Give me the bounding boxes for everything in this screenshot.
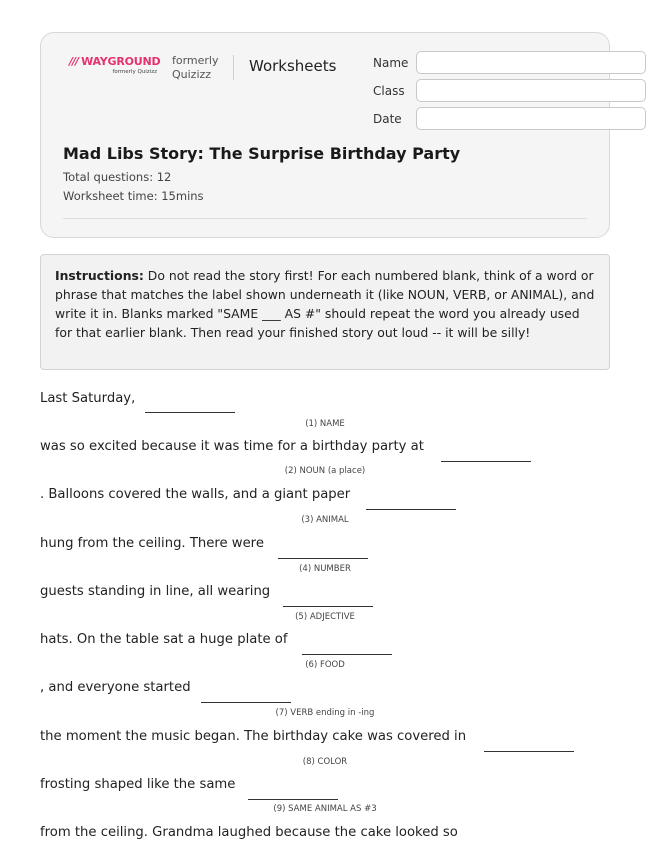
story-line: Last Saturday,	[40, 391, 136, 406]
blank-3[interactable]	[366, 509, 456, 510]
blank-4[interactable]	[278, 558, 368, 559]
instructions-text: Do not read the story first! For each numbered blank, think of a word or phrase that matches the label shown underneath it (like NOUN, VERB, or ANIMAL), and write it in. Blanks marked "SAME ___ AS #" should repeat the word you already used for that earlier blank. Then read your finished story out loud -- it will be silly!	[55, 268, 595, 340]
name-label: Name	[373, 56, 409, 70]
logo-subtext: formerly Quizizz	[112, 69, 157, 75]
worksheet-title: Mad Libs Story: The Surprise Birthday Party	[63, 144, 461, 163]
blank-label: (6) FOOD	[305, 660, 345, 670]
blank-label: (7) VERB ending in -ing	[275, 708, 375, 718]
blank-label: (9) SAME ANIMAL AS #3	[273, 804, 377, 814]
worksheet-header	[40, 32, 610, 238]
wayground-mark-icon: ///	[69, 55, 79, 68]
story-line: frosting shaped like the same	[40, 777, 236, 792]
blank-2[interactable]	[441, 461, 531, 462]
header-divider	[233, 55, 234, 80]
blank-label: (8) COLOR	[302, 757, 348, 767]
blank-5[interactable]	[283, 606, 373, 607]
name-field[interactable]	[416, 51, 646, 74]
story-line: guests standing in line, all wearing	[40, 584, 271, 599]
blank-1[interactable]	[145, 412, 235, 413]
story-line: from the ceiling. Grandma laughed because the cake looked so	[40, 825, 458, 840]
blank-label: (4) NUMBER	[299, 564, 351, 574]
header-rule	[63, 218, 587, 219]
logo-text: WAYGROUND	[81, 55, 161, 68]
blank-6[interactable]	[302, 654, 392, 655]
story-line: . Balloons covered the walls, and a giant paper	[40, 487, 351, 502]
story-line: , and everyone started	[40, 680, 191, 695]
instructions-lead: Instructions:	[55, 268, 144, 283]
story-line: hats. On the table sat a huge plate of	[40, 632, 288, 647]
section-title: Worksheets	[249, 57, 337, 75]
date-label: Date	[373, 112, 402, 126]
date-field[interactable]	[416, 107, 646, 130]
worksheet-time: Worksheet time: 15mins	[63, 189, 204, 203]
formerly-quizizz: formerly Quizizz	[172, 54, 219, 81]
instructions-box	[40, 254, 610, 370]
blank-label: (1) NAME	[305, 419, 345, 429]
blank-label: (2) NOUN (a place)	[284, 466, 366, 476]
class-field[interactable]	[416, 79, 646, 102]
blank-9[interactable]	[248, 799, 338, 800]
total-questions: Total questions: 12	[63, 170, 172, 184]
blank-label: (5) ADJECTIVE	[295, 612, 355, 622]
class-label: Class	[373, 84, 405, 98]
wayground-logo	[69, 55, 161, 75]
blank-8[interactable]	[484, 751, 574, 752]
story-line: the moment the music began. The birthday cake was covered in	[40, 729, 467, 744]
story-line: was so excited because it was time for a birthday party at	[40, 439, 424, 454]
blank-7[interactable]	[201, 702, 291, 703]
story-line: hung from the ceiling. There were	[40, 536, 264, 551]
blank-label: (3) ANIMAL	[301, 515, 349, 525]
